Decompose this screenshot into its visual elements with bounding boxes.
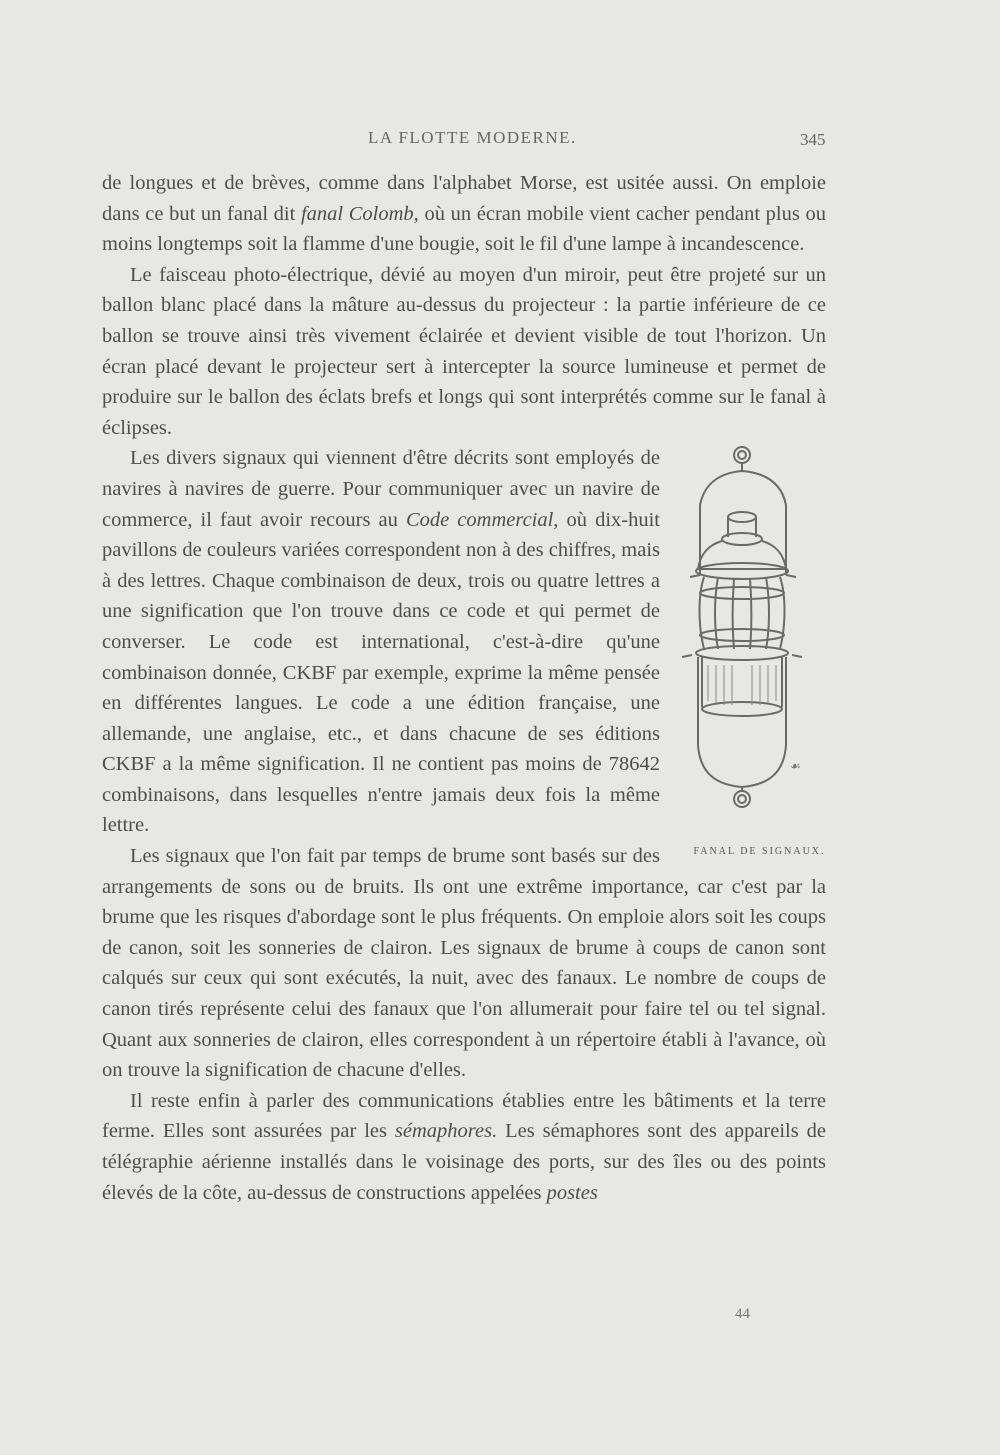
running-title: LA FLOTTE MODERNE. bbox=[368, 128, 577, 147]
paragraph-4: Les signaux que l'on fait par temps de brume sont basés sur des arrangements de sons ou de bruits. Ils ont une extrême importance, car c'est par la brume que les risques d'abordage sont le plus fréquents. On emploie alors soit les coups de canon, soit les sonneries de clairon. Les signaux de brume à coups de canon sont calqués sur ceux qui sont exécutés, la nuit, avec des fanaux. Le nombre de coups de canon tirés représente celui des fanaux que l'on allumerait pour faire tel ou tel signal. Quant aux sonneries de clairon, elles correspondent à un répertoire établi à l'avance, où on trouve la signification de chacune d'elles. bbox=[102, 845, 826, 1082]
figure-caption: FANAL DE SIGNAUX. bbox=[693, 846, 826, 858]
signature-mark: 44 bbox=[735, 1306, 750, 1322]
paragraph-1: de longues et de brèves, comme dans l'alphabet Morse, est usitée aussi. On emploie dans ce but un fanal dit fanal Colomb, où un écran mobile vient cacher pendant plus ou moins longtemps soit la flamme d'une bougie, soit le fil d'une lampe à incandescence. bbox=[102, 172, 826, 256]
running-head bbox=[0, 128, 1000, 158]
body-text bbox=[102, 168, 826, 1208]
paragraph-3: Les divers signaux qui viennent d'être décrits sont employés de navires à navires de guerre. Pour communiquer avec un navire de commerce, il faut avoir recours au Code commercial, où dix-huit pavillons de couleurs variées correspondent non à des chiffres, mais à des lettres. Chaque combinaison de deux, trois ou quatre lettres a une signification que l'on trouve dans ce code et qui permet de converser. Le code est international, c'est-à-dire qu'une combinaison donnée, CKBF par exemple, exprime la même pensée en différentes langues. Le code a une édition française, une allemande, une anglaise, etc., et dans chacune de ses éditions CKBF a la même signification. Il ne contient pas moins de 78642 combinaisons, dans lesquelles n'entre jamais deux fois la même lettre. bbox=[102, 447, 660, 837]
svg-text:☙: ☙ bbox=[790, 759, 801, 774]
lantern-figure bbox=[678, 445, 838, 863]
page-number: 345 bbox=[800, 130, 826, 149]
signal-lantern-illustration bbox=[678, 445, 838, 835]
paragraph-5: Il reste enfin à parler des communications établies entre les bâtiments et la terre ferme. Elles sont assurées par les sémaphores. Les sémaphores sont des appareils de télégraphie aérienne installés dans le voisinage des ports, sur des îles ou des points élevés de la côte, au-dessus de constructions appelées postes bbox=[102, 1089, 826, 1204]
paragraph-2: Le faisceau photo-électrique, dévié au moyen d'un miroir, peut être projeté sur un ballon blanc placé dans la mâture au-dessus du projecteur : la partie inférieure de ce ballon se trouve ainsi très vivement éclairée et devient visible de tout l'horizon. Un écran placé devant le projecteur sert à intercepter la source lumineuse et permet de produire sur le ballon des éclats brefs et longs qui sont interprétés comme sur le fanal à éclipses. bbox=[102, 263, 826, 439]
